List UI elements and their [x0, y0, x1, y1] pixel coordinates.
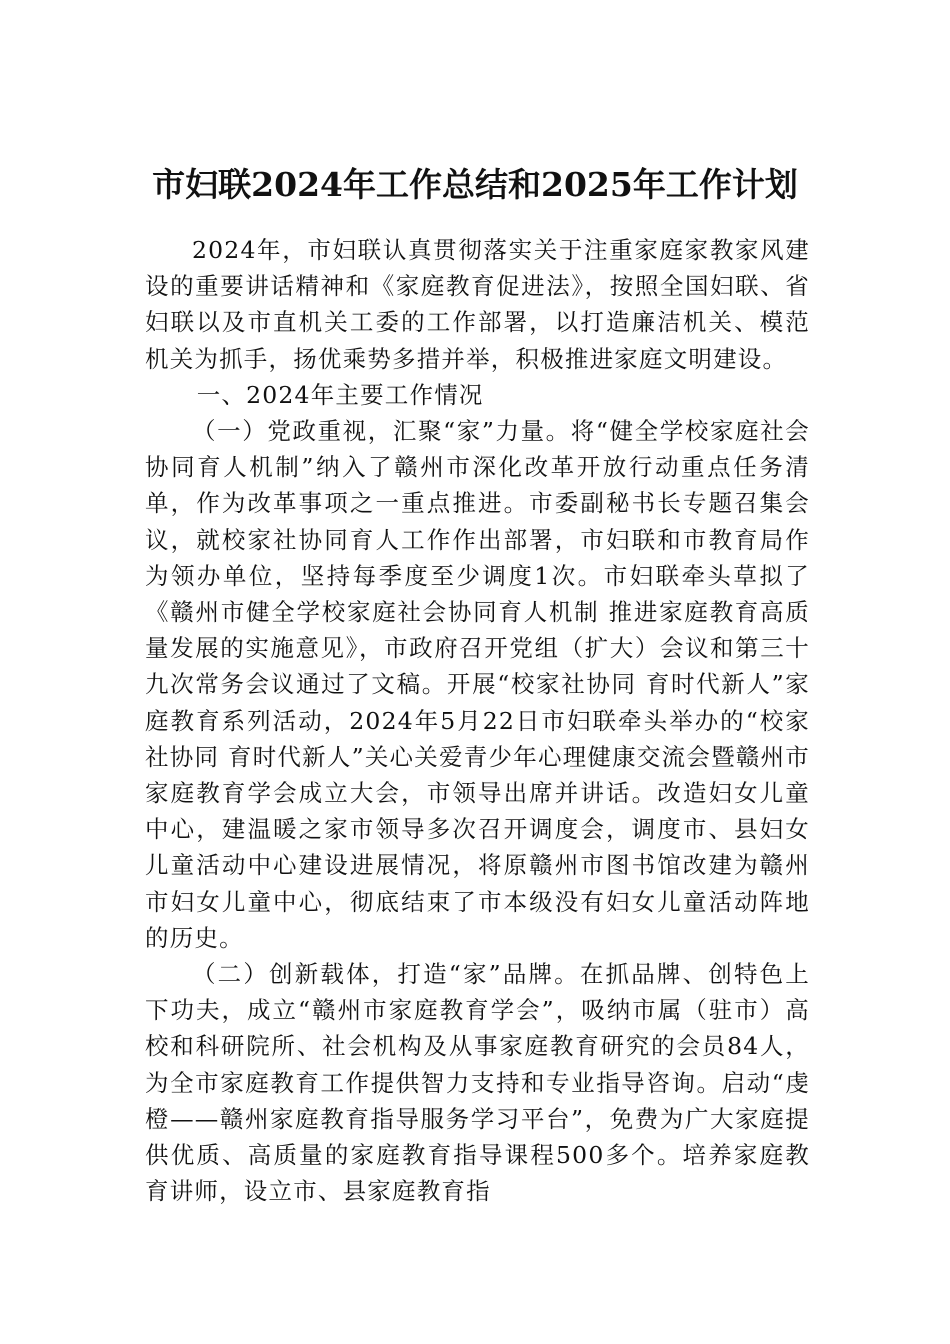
- document-title: 市妇联2024年工作总结和2025年工作计划: [152, 165, 798, 204]
- intro-paragraph: 2024年，市妇联认真贯彻落实关于注重家庭家教家风建设的重要讲话精神和《家庭教育促进法》，按照全国妇联、省妇联以及市直机关工委的工作部署，以打造廉洁机关、模范机关为抓手，扬优乘势多措并举，积极推进家庭文明建设。: [145, 236, 810, 373]
- document-body: [145, 232, 810, 1209]
- item-text-2: 在抓品牌、创特色上下功夫，成立“赣州市家庭教育学会”，吸纳市属（驻市）高校和科研院所、社会机构及从事家庭教育研究的会员84人，为全市家庭教育工作提供智力支持和专业指导咨询。启动“虔橙——赣州家庭教育指导服务学习平台”，免费为广大家庭提供优质、高质量的家庭教育指导课程500多个。培养家庭教育讲师，设立市、县家庭教育指: [145, 960, 810, 1206]
- item-lead-1: （一）党政重视，汇聚“家”力量。: [192, 417, 571, 446]
- section-heading-1: 一、2024年主要工作情况: [196, 380, 484, 409]
- item-paragraph-1: [145, 413, 810, 956]
- item-paragraph-2: [145, 956, 810, 1209]
- item-lead-2: （二）创新载体，打造“家”品牌。: [192, 960, 580, 989]
- item-text-1: 将“健全学校家庭社会协同育人机制”纳入了赣州市深化改革开放行动重点任务清单，作为改革事项之一重点推进。市委副秘书长专题召集会议，就校家社协同育人工作作出部署，市妇联和市教育局作为领办单位，坚持每季度至少调度1次。市妇联牵头草拟了《赣州市健全学校家庭社会协同育人机制 推进家庭教育高质量发展的实施意见》，市政府召开党组（扩大）会议和第三十九次常务会议通过了文稿。开展“校家社协同 育时代新人”家庭教育系列活动，2024年5月22日市妇联牵头举办的“校家社协同 育时代新人”关心关爱青少年心理健康交流会暨赣州市家庭教育学会成立大会，市领导出席并讲话。改造妇女儿童中心，建温暖之家市领导多次召开调度会，调度市、县妇女儿童活动中心建设进展情况，将原赣州市图书馆改建为赣州市妇女儿童中心，彻底结束了市本级没有妇女儿童活动阵地的历史。: [145, 417, 811, 952]
